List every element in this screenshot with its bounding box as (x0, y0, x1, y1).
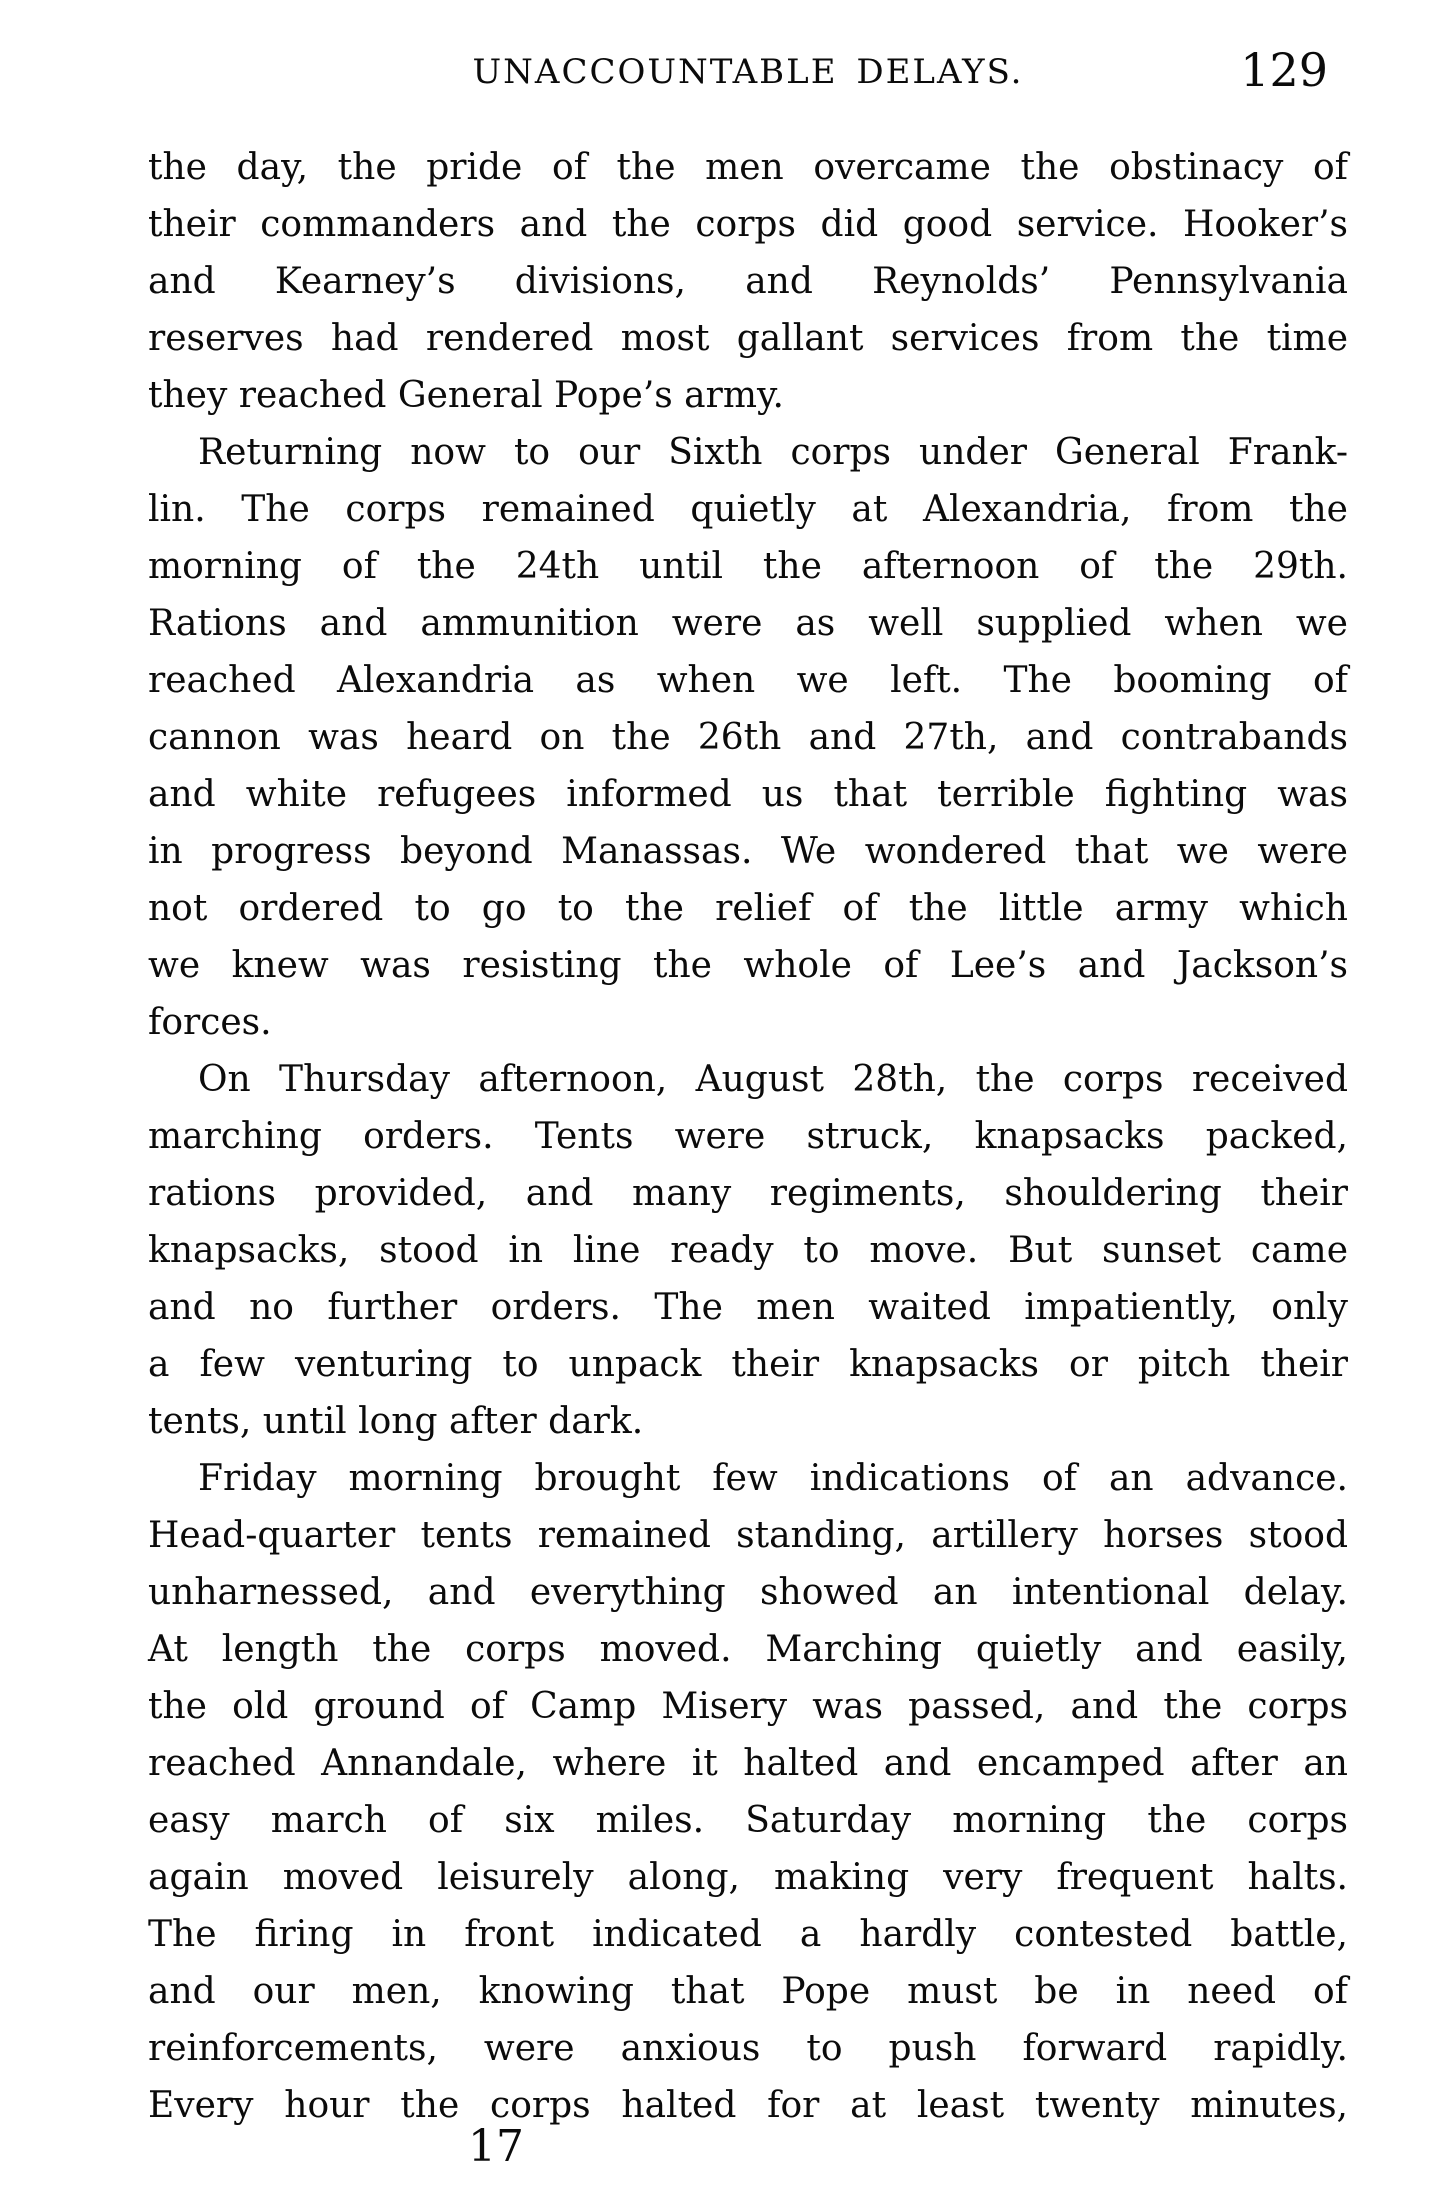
running-head-title: UNACCOUNTABLE DELAYS. (472, 52, 1024, 92)
text-line: reached Annandale, where it halted and encamped after an (148, 1743, 1348, 1784)
text-line: knapsacks, stood in line ready to move. But sunset came (148, 1230, 1348, 1271)
text-line: reinforcements, were anxious to push forward rapidly. (148, 2028, 1348, 2069)
text-line: lin. The corps remained quietly at Alexandria, from the (148, 489, 1348, 530)
text-line: easy march of six miles. Saturday morning the corps (148, 1800, 1348, 1841)
text-line: a few venturing to unpack their knapsacks or pitch their (148, 1344, 1348, 1385)
running-head (148, 43, 1348, 98)
text-line: the old ground of Camp Misery was passed, and the corps (148, 1686, 1348, 1727)
text-line: unharnessed, and everything showed an intentional delay. (148, 1572, 1348, 1613)
text-line: Head-quarter tents remained standing, artillery horses stood (148, 1515, 1348, 1556)
text-line: The firing in front indicated a hardly contested battle, (148, 1914, 1348, 1955)
text-line: we knew was resisting the whole of Lee’s and Jackson’s (148, 945, 1348, 986)
text-line: Friday morning brought few indications of an advance. (198, 1458, 1348, 1499)
text-line: reserves had rendered most gallant services from the time (148, 318, 1348, 359)
text-line: Returning now to our Sixth corps under General Frank- (198, 432, 1348, 473)
text-line: again moved leisurely along, making very frequent halts. (148, 1857, 1348, 1898)
text-line: and our men, knowing that Pope must be in need of (148, 1971, 1348, 2012)
text-line: tents, until long after dark. (148, 1401, 644, 1442)
text-line: Every hour the corps halted for at least twenty minutes, (148, 2085, 1348, 2126)
text-line: not ordered to go to the relief of the little army which (148, 888, 1348, 929)
text-line: and Kearney’s divisions, and Reynolds’ Pennsylvania (148, 261, 1348, 302)
text-line: rations provided, and many regiments, shouldering their (148, 1173, 1348, 1214)
text-line: Rations and ammunition were as well supplied when we (148, 603, 1348, 644)
text-line: At length the corps moved. Marching quietly and easily, (148, 1629, 1348, 1670)
text-line: and white refugees informed us that terrible fighting was (148, 774, 1348, 815)
page-number: 129 (1240, 43, 1328, 97)
signature-mark: 17 (468, 2121, 524, 2172)
text-line: the day, the pride of the men overcame the obstinacy of (148, 147, 1348, 188)
text-line: forces. (148, 1002, 272, 1043)
text-line: On Thursday afternoon, August 28th, the corps received (198, 1059, 1348, 1100)
text-line: morning of the 24th until the afternoon of the 29th. (148, 546, 1348, 587)
text-line: and no further orders. The men waited impatiently, only (148, 1287, 1348, 1328)
text-line: in progress beyond Manassas. We wondered that we were (148, 831, 1348, 872)
body-text (148, 139, 1348, 2134)
text-line: reached Alexandria as when we left. The booming of (148, 660, 1348, 701)
text-line: cannon was heard on the 26th and 27th, and contrabands (148, 717, 1348, 758)
text-line: they reached General Pope’s army. (148, 375, 784, 416)
text-line: marching orders. Tents were struck, knapsacks packed, (148, 1116, 1348, 1157)
text-line: their commanders and the corps did good service. Hooker’s (148, 204, 1348, 245)
